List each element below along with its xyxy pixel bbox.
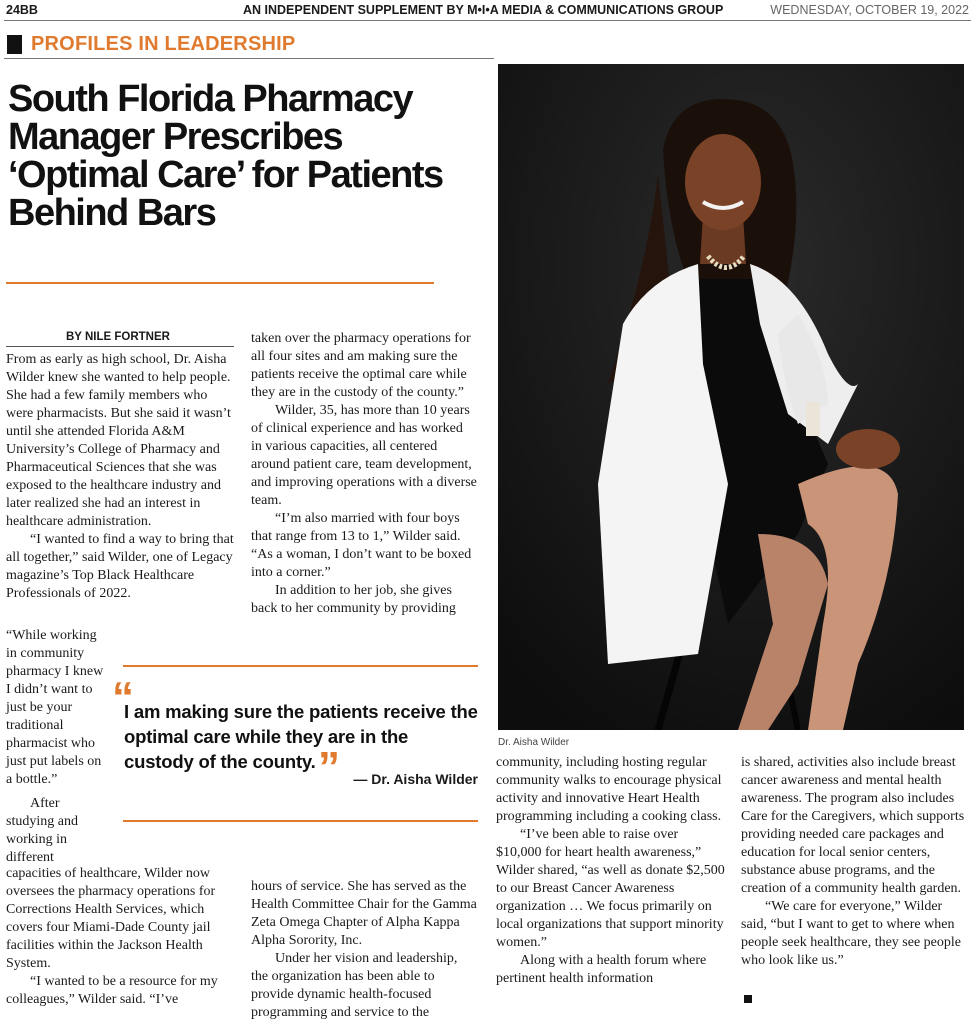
paragraph: After studying and working in different: [6, 796, 78, 865]
pull-quote-rule-bottom: [123, 820, 478, 822]
column-4: [741, 754, 969, 970]
page-header: [0, 0, 975, 20]
portrait-photo: [498, 64, 964, 730]
column-1-top: [6, 351, 234, 603]
paragraph: “While working in community pharmacy I knew I didn’t want to just be your traditional pharmacist who just put labels on a bottle.”: [6, 628, 104, 787]
column-1-narrow-2: [6, 795, 86, 867]
supplement-line: AN INDEPENDENT SUPPLEMENT BY M•I•A MEDIA & COMMUNICATIONS GROUP: [243, 3, 724, 17]
end-mark: [744, 995, 752, 1003]
open-quote-icon: “: [112, 673, 134, 722]
section-marker: [7, 35, 22, 54]
paragraph: “I’ve been able to raise over $10,000 for heart health awareness,” Wilder shared, “as well as donate $2,500 to our Breast Cancer Awareness organization … We focus primarily on local organizations that support minority women.”: [496, 827, 725, 950]
paragraph: Wilder, 35, has more than 10 years of clinical experience and has worked in various capacities, all centered around patient care, team development, and improving operations with a diverse team.: [251, 403, 477, 508]
pull-quote-rule-top: [123, 665, 478, 667]
column-3: [496, 754, 726, 988]
paragraph: community, including hosting regular community walks to encourage physical activity and innovative Heart Health programming including a cooking class.: [496, 755, 722, 824]
paragraph: “We care for everyone,” Wilder said, “but I want to get to where when people seek healthcare, they see people who look like us.”: [741, 899, 962, 968]
portrait-illustration: [498, 64, 964, 730]
section-label: PROFILES IN LEADERSHIP: [31, 33, 296, 55]
header-rule: [4, 20, 971, 21]
paragraph: “I’m also married with four boys that range from 13 to 1,” Wilder said. “As a woman, I don’t want to be boxed into a corner.”: [251, 511, 472, 580]
pull-quote-attribution: — Dr. Aisha Wilder: [353, 771, 478, 787]
paragraph: “I wanted to be a resource for my colleagues,” Wilder said. “I’ve: [6, 974, 218, 1007]
headline-rule: [6, 282, 434, 284]
close-quote-icon: ”: [318, 743, 340, 792]
section-rule: [4, 58, 494, 59]
paragraph: Along with a health forum where pertinent health information: [496, 953, 707, 986]
column-1-narrow: [6, 627, 104, 789]
column-2-bottom: [251, 878, 477, 1022]
pull-quote-text: I am making sure the patients receive the optimal care while they are in the custody of the county.: [124, 701, 478, 772]
page-number: 24BB: [6, 3, 38, 17]
paragraph: hours of service. She has served as the Health Committee Chair for the Gamma Zeta Omega Chapter of Alpha Kappa Alpha Sorority, Inc.: [251, 879, 477, 948]
paragraph: Under her vision and leadership, the organization has been able to provide dynamic health-focused programming and service to the: [251, 951, 458, 1020]
column-2-top: [251, 330, 477, 618]
photo-caption: Dr. Aisha Wilder: [498, 737, 570, 748]
byline: BY NILE FORTNER: [66, 331, 170, 343]
column-1-bottom: [6, 865, 234, 1009]
paragraph: In addition to her job, she gives back to her community by providing: [251, 583, 456, 616]
paragraph: From as early as high school, Dr. Aisha Wilder knew she wanted to help people. She had a few family members who were pharmacists. But she said it wasn’t until she attended Florida A&M University’s College of Pharmacy and Pharmaceutical Sciences that she was exposed to the healthcare industry and later realized she had an interest in healthcare administration.: [6, 352, 231, 529]
byline-rule: [6, 346, 234, 347]
headline: South Florida Pharmacy Manager Prescribes ‘Optimal Care’ for Patients Behind Bars: [8, 78, 443, 234]
paragraph: capacities of healthcare, Wilder now oversees the pharmacy operations for Corrections Health Services, which covers four Miami-Dade County jail facilities within the Jackson Health System.: [6, 866, 216, 971]
paragraph: is shared, activities also include breast cancer awareness and mental health awareness. The program also includes Care for the Caregivers, which supports providing needed care packages and education for local senior centers, substance abuse programs, and the creation of a community health garden.: [741, 755, 965, 896]
issue-date: WEDNESDAY, OCTOBER 19, 2022: [770, 3, 969, 17]
paragraph: “I wanted to find a way to bring that all together,” said Wilder, one of Legacy magazine’s Top Black Healthcare Professionals of 2022.: [6, 532, 234, 601]
paragraph: taken over the pharmacy operations for all four sites and am making sure the patients receive the optimal care while they are in the custody of the county.”: [251, 331, 471, 400]
